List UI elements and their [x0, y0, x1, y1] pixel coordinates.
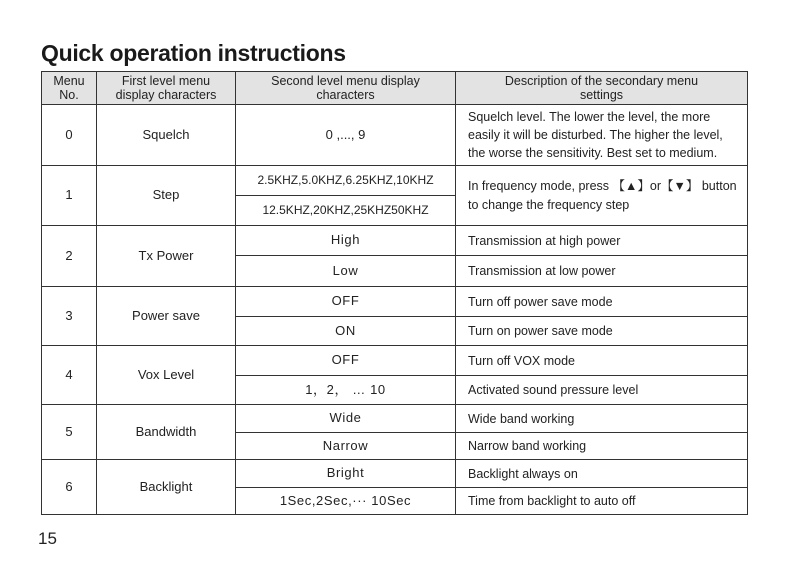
setting-description: Wide band working — [456, 405, 748, 433]
menu-number: 6 — [42, 460, 97, 515]
menu-number: 2 — [42, 226, 97, 287]
second-level-value: Narrow — [236, 433, 456, 460]
table-header-row — [42, 72, 748, 105]
page-number: 15 — [38, 529, 57, 548]
setting-description: Time from backlight to auto off — [456, 488, 748, 515]
header-first-level: First level menu display characters — [97, 72, 236, 105]
first-level-label: Backlight — [97, 460, 236, 515]
setting-description: Narrow band working — [456, 433, 748, 460]
first-level-label: Vox Level — [97, 346, 236, 405]
setting-description: Transmission at low power — [456, 256, 748, 287]
second-level-value: 2.5KHZ,5.0KHZ,6.25KHZ,10KHZ — [236, 166, 456, 196]
first-level-label: Tx Power — [97, 226, 236, 287]
menu-number: 0 — [42, 105, 97, 166]
table-row — [42, 405, 748, 433]
header-second-level: Second level menu display characters — [236, 72, 456, 105]
setting-description: Turn off VOX mode — [456, 346, 748, 376]
first-level-label: Squelch — [97, 105, 236, 166]
table-row — [42, 346, 748, 376]
menu-number: 4 — [42, 346, 97, 405]
setting-description: In frequency mode, press 【▲】or【▼】 button to change the frequency step — [456, 166, 748, 226]
menu-number: 1 — [42, 166, 97, 226]
first-level-label: Bandwidth — [97, 405, 236, 460]
setting-description: Backlight always on — [456, 460, 748, 488]
table-row — [42, 166, 748, 196]
second-level-value: High — [236, 226, 456, 256]
header-menu-no: Menu No. — [42, 72, 97, 105]
setting-description: Transmission at high power — [456, 226, 748, 256]
page-title: Quick operation instructions — [41, 40, 346, 66]
setting-description: Activated sound pressure level — [456, 376, 748, 405]
table-row — [42, 287, 748, 317]
setting-description: Turn on power save mode — [456, 317, 748, 346]
table-row — [42, 460, 748, 488]
second-level-value: 1Sec,2Sec,··· 10Sec — [236, 488, 456, 515]
first-level-label: Power save — [97, 287, 236, 346]
second-level-value: 0 ,..., 9 — [236, 105, 456, 166]
second-level-value: 1，2， … 10 — [236, 376, 456, 405]
menu-instructions-table — [41, 71, 748, 515]
second-level-value: Low — [236, 256, 456, 287]
second-level-value: 12.5KHZ,20KHZ,25KHZ50KHZ — [236, 196, 456, 226]
second-level-value: OFF — [236, 346, 456, 376]
second-level-value: ON — [236, 317, 456, 346]
second-level-value: OFF — [236, 287, 456, 317]
menu-number: 3 — [42, 287, 97, 346]
second-level-value: Bright — [236, 460, 456, 488]
second-level-value: Wide — [236, 405, 456, 433]
header-description: Description of the secondary menu settings — [456, 72, 748, 105]
setting-description: Squelch level. The lower the level, the more easily it will be disturbed. The higher the level, the worse the sensitivity. Best set to medium. — [456, 105, 748, 166]
first-level-label: Step — [97, 166, 236, 226]
menu-number: 5 — [42, 405, 97, 460]
table-row — [42, 226, 748, 256]
table-row — [42, 105, 748, 166]
setting-description: Turn off power save mode — [456, 287, 748, 317]
